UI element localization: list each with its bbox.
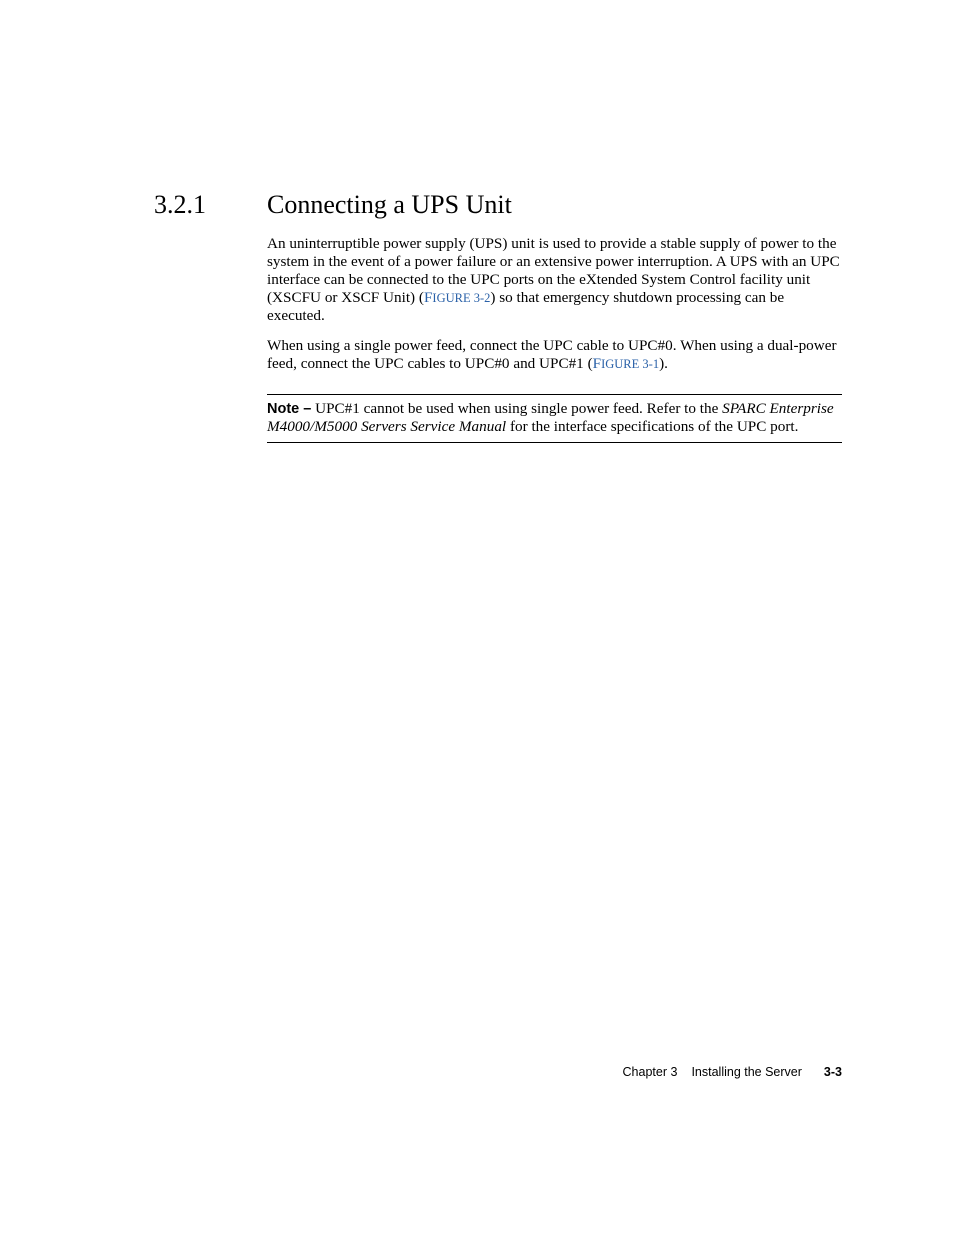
paragraph-text: ) so that emergency shutdown processing can be executed. [267,289,785,324]
paragraph-text: When using a single power feed, connect the UPC cable to UPC#0. When using a dual-power feed, connect the UPC cables to UPC#0 and UPC#1 ( [267,337,837,372]
figure-3-2-link[interactable]: FIGURE 3-2 [423,289,491,306]
page-number: 3-3 [823,1065,842,1079]
page-footer [400,1064,842,1080]
paragraph-text: ). [659,355,668,372]
note-text: UPC#1 cannot be used when using single power feed. Refer to the [311,400,723,417]
note-text: for the interface specifications of the UPC port. [506,418,799,435]
footer-chapter: Chapter 3 [622,1065,678,1079]
paragraph-text: An uninterruptible power supply (UPS) unit is used to provide a stable supply of power to the system in the event of a power failure or an extensive power interruption. A UPS with an UPC interface can be connected to the UPC ports on the eXtended System Control facility unit (XSCFU or XSCF Unit) ( [267,235,840,306]
note-box [267,394,842,443]
paragraph-power-feed [267,337,843,373]
manual-title: SPARC Enterprise M4000/M5000 Servers Service Manual [267,400,834,435]
section-number: 3.2.1 [154,190,206,219]
paragraph-ups-intro [267,235,843,325]
section-title: Connecting a UPS Unit [267,190,512,219]
footer-chapter-title: Installing the Server [691,1065,802,1079]
note-label: Note – [267,401,312,417]
figure-3-1-link[interactable]: FIGURE 3-1 [592,355,660,372]
